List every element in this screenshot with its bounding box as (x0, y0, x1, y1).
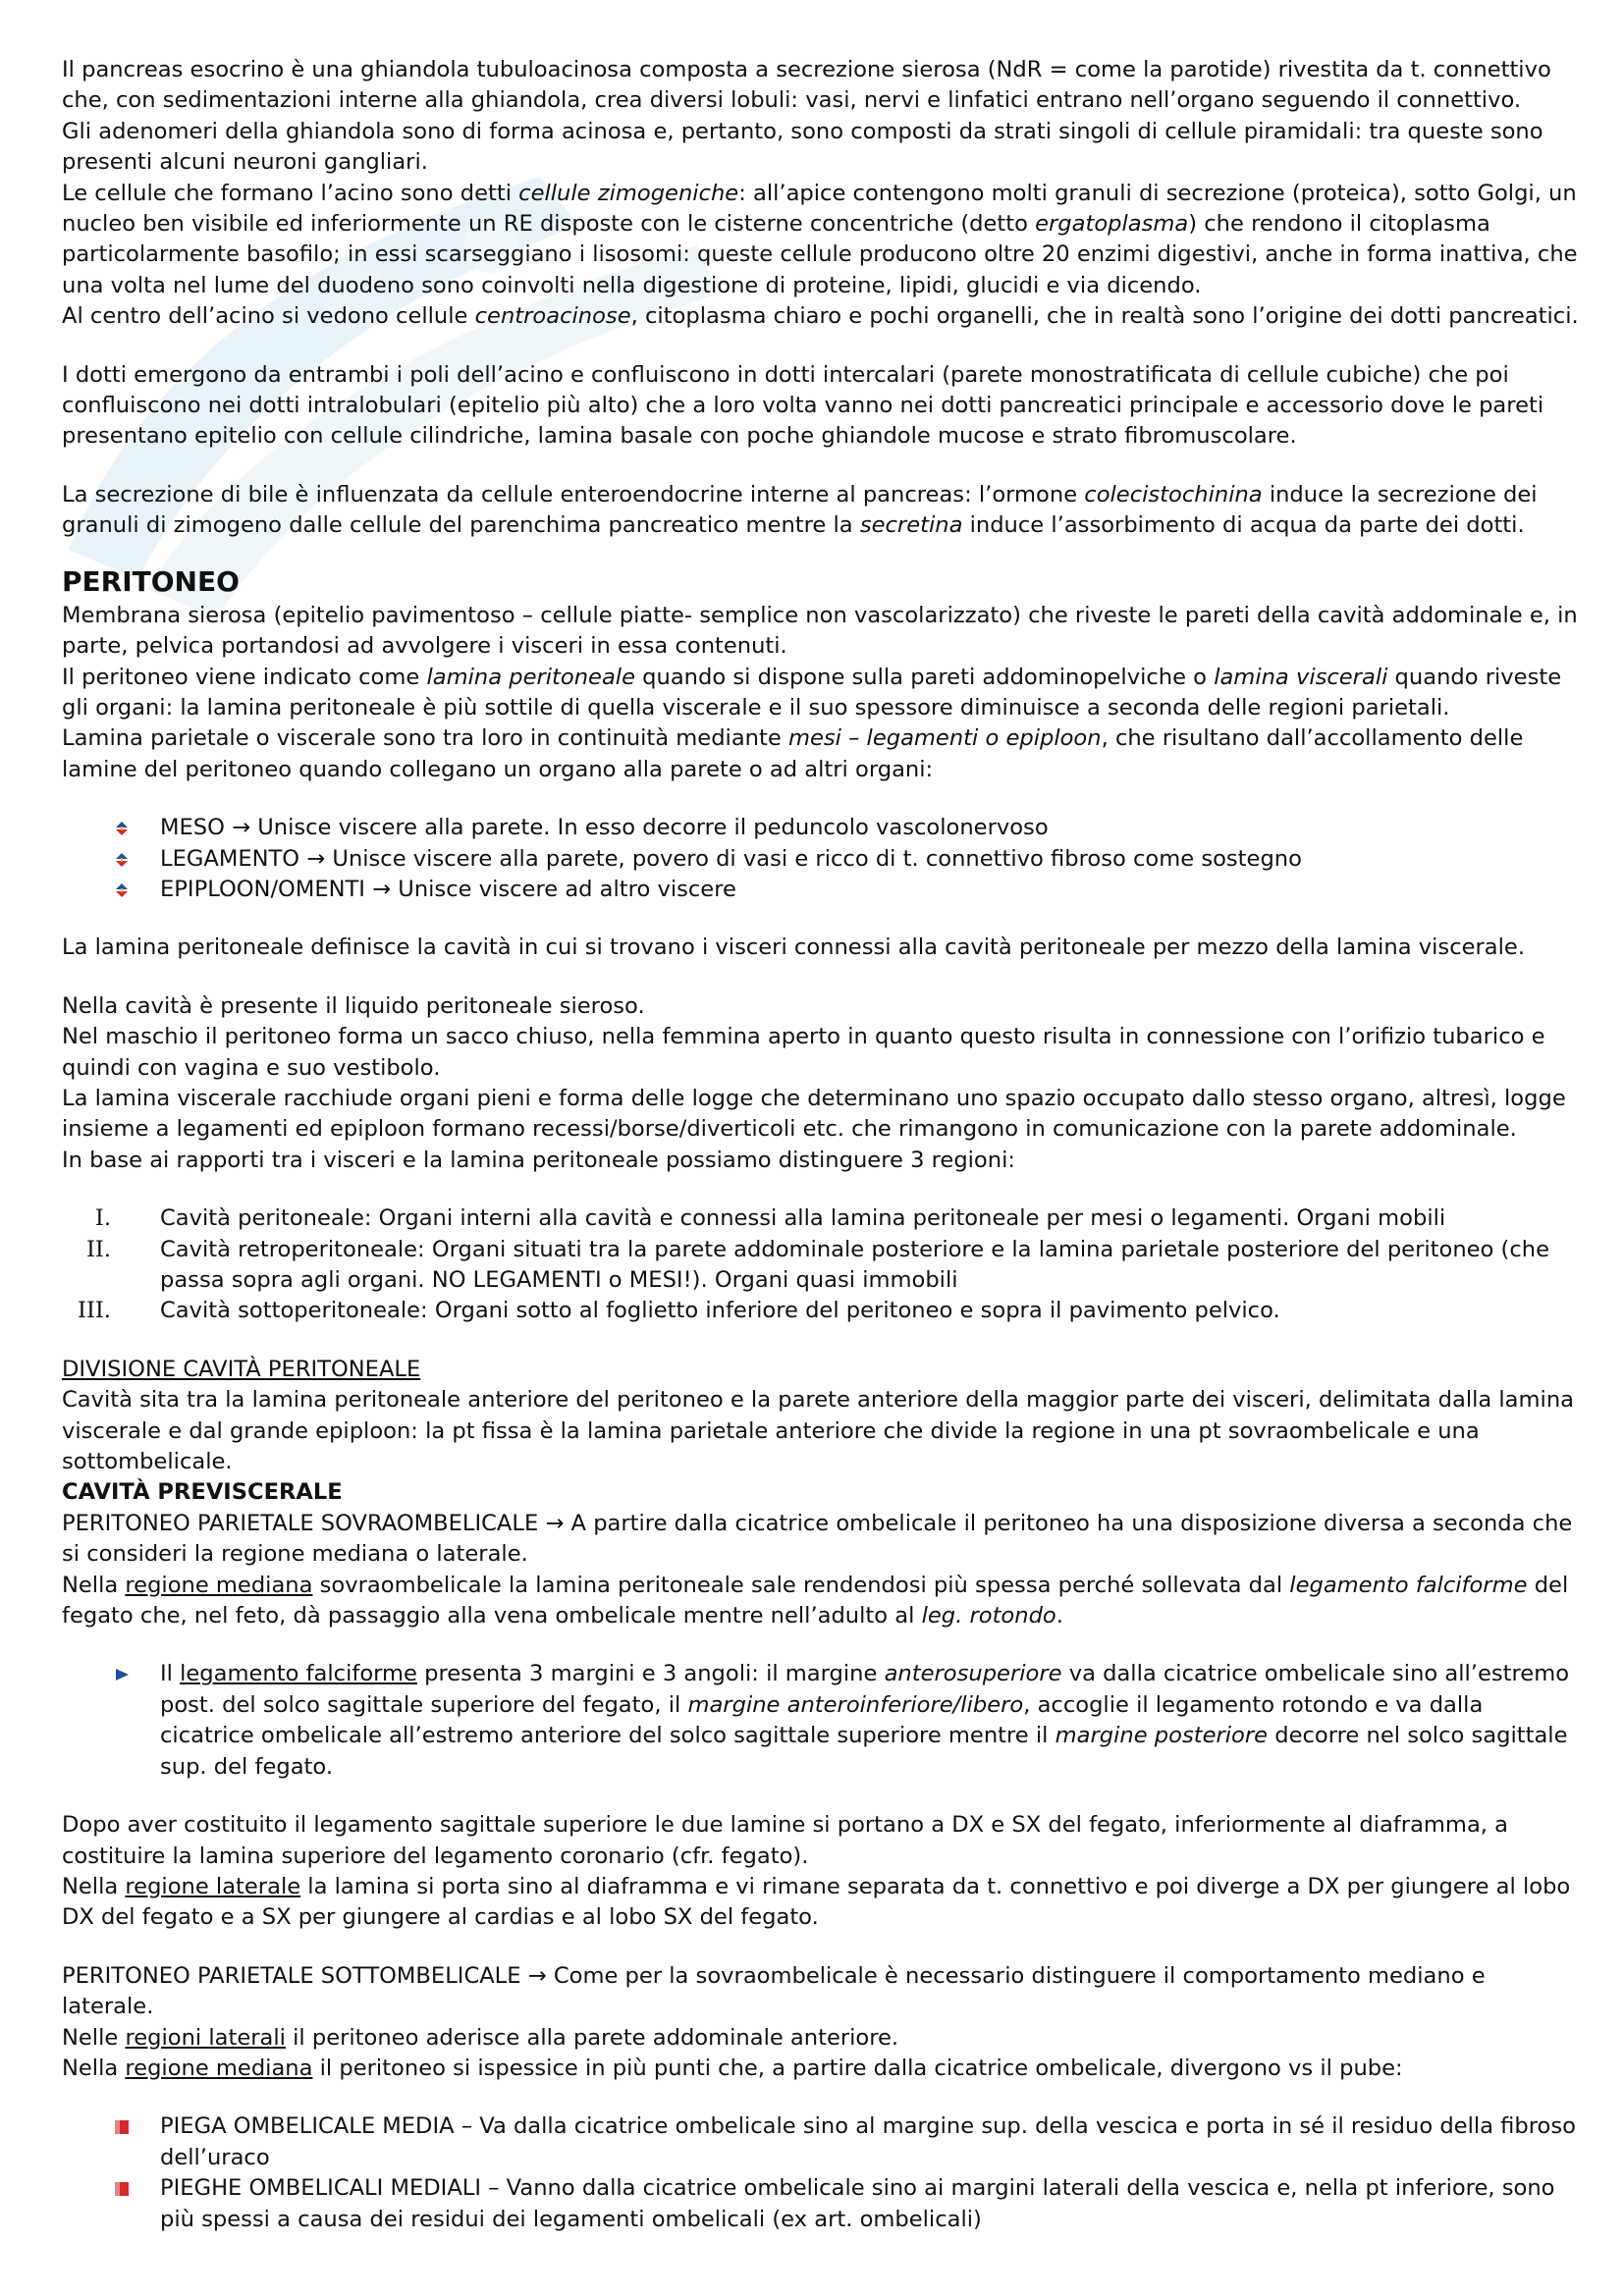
paragraph-mesi: Lamina parietale o viscerale sono tra loro in continuità mediante mesi – legamenti o epiploon, che risultano dall’accollamento delle lamine del peritoneo quando collegano un organo alla parete o ad altri organi: (62, 725, 1524, 782)
list-item: PIEGHE OMBELICALI MEDIALI – Vanno dalla cicatrice ombelicale sino ai margini laterali della vescica e, nella pt inferiore, sono più spessi a causa dei residui dei legamenti ombelicali (ex art. ombelicali) (62, 2173, 1579, 2235)
paragraph-divisione: Cavità sita tra la lamina peritoneale anteriore del peritoneo e la parete anteriore della maggior parte dei visceri, delimitata dalla lamina viscerale e dal grande epiploon: la pt fissa è la lamina parietale anteriore che divide la regione in una pt sovraombelicale e una sottombelicale. (62, 1387, 1574, 1475)
paragraph-membrana-sierosa: Membrana sierosa (epitelio pavimentoso – cellule piatte- semplice non vascolarizzato) che riveste le pareti della cavità addominale e, in parte, pelvica portandosi ad avvolgere i visceri in essa contenuti. (62, 602, 1578, 660)
list-item: II. Cavità retroperitoneale: Organi situati tra la parete addominale posteriore e la lamina parietale posteriore del peritoneo (che passa sopra agli organi. NO LEGAMENTI o MESI!). Organi quasi immobili (85, 1236, 1549, 1293)
arrow-icon: → (372, 876, 392, 902)
paragraph-sottombelicale: PERITONEO PARIETALE SOTTOMBELICALE → Come per la sovraombelicale è necessario distinguere il comportamento mediano e laterale. (62, 1962, 1486, 2020)
list-item: Il legamento falciforme presenta 3 margini e 3 angoli: il margine anterosuperiore va dalla cicatrice ombelicale sino all’estremo post. del solco sagittale superiore del fegato, il margine anteroinferiore/libero, accoglie il legamento rotondo e va dalla cicatrice ombelicale all’estremo anteriore del solco sagittale superiore mentre il margine posteriore decorre nel solco sagittale sup. del fegato. (62, 1659, 1579, 1783)
document-body (62, 55, 1579, 2235)
arrow-icon: → (545, 1510, 565, 1536)
up-down-arrow-icon (113, 821, 131, 836)
paragraph-regioni: In base ai rapporti tra i visceri e la lamina peritoneale possiamo distinguere 3 regioni: (62, 1147, 1015, 1173)
paragraph-maschio-femmina: Nel maschio il peritoneo forma un sacco chiuso, nella femmina aperto in quanto questo risulta in connessione con l’orifizio tubarico e quindi con vagina e suo vestibolo. (62, 1024, 1545, 1081)
list-item: EPIPLOON/OMENTI → Unisce viscere ad altro viscere (62, 875, 1579, 905)
paragraph-regione-mediana-sottombelicale: Nella regione mediana il peritoneo si ispessice in più punti che, a partire dalla cicatrice ombelicale, divergono vs il pube: (62, 2055, 1403, 2081)
paragraph-centroacinose: Al centro dell’acino si vedono cellule centroacinose, citoplasma chiaro e pochi organelli, che in realtà sono l’origine dei dotti pancreatici. (62, 303, 1579, 330)
square-icon (113, 2119, 131, 2135)
paragraph-regione-mediana: Nella regione mediana sovraombelicale la lamina peritoneale sale rendendosi più spessa perché sollevata dal legamento falciforme del fegato che, nel feto, dà passaggio alla vena ombelicale mentre nell’adulto al leg. rotondo. (62, 1572, 1569, 1629)
list-pieghe-ombelicali (62, 2111, 1579, 2235)
list-item: III. Cavità sottoperitoneale: Organi sotto al foglietto inferiore del peritoneo e sopra il pavimento pelvico. (78, 1298, 1280, 1324)
arrow-icon: → (306, 845, 326, 872)
up-down-arrow-icon (113, 882, 131, 898)
list-item: PIEGA OMBELICALE MEDIA – Va dalla cicatrice ombelicale sino al margine sup. della vescica e porta in sé il residuo della fibroso dell’uraco (62, 2111, 1579, 2173)
paragraph-sovraombelicale: PERITONEO PARIETALE SOVRAOMBELICALE → A partire dalla cicatrice ombelicale il peritoneo ha una disposizione diversa a seconda che si consideri la regione mediana o laterale. (62, 1510, 1573, 1568)
arrow-icon: → (527, 1962, 547, 1989)
paragraph-regione-laterale: Nella regione laterale la lamina si porta sino al diaframma e vi rimane separata da t. connettivo e poi diverge a DX per giungere al lobo DX del fegato e a SX per giungere al cardias e al lobo SX del fegato. (62, 1873, 1571, 1931)
paragraph-dotti: I dotti emergono da entrambi i poli dell’acino e confluiscono in dotti intercalari (parete monostratificata di cellule cubiche) che poi confluiscono nei dotti intralobulari (epitelio più alto) che a loro volta vanno nei dotti pancreatici principale e accessorio dove le pareti presentano epitelio con cellule cilindriche, lamina basale con poche ghiandole mucose e strato fibromuscolare. (62, 361, 1544, 450)
list-legamento-falciforme (62, 1659, 1579, 1783)
heading-peritoneo: PERITONEO (62, 564, 240, 598)
paragraph-cellule-zimogeniche: Le cellule che formano l’acino sono detti cellule zimogeniche: all’apice contengono molti granuli di secrezione (proteica), sotto Golgi, un nucleo ben visibile ed inferiormente un RE disposte con le cisterne concentriche (detto ergatoplasma) che rendono il citoplasma particolarmente basofilo; in essi scarseggiano i lisosomi: queste cellule producono oltre 20 enzimi digestivi, anche in forma inattiva, che una volta nel lume del duodeno sono coinvolti nella digestione di proteine, lipidi, glucidi e via dicendo. (62, 180, 1578, 298)
arrow-icon: → (232, 815, 251, 841)
paragraph-secrezione-bile: La secrezione di bile è influenzata da cellule enteroendocrine interne al pancreas: l’ormone colecistochinina induce la secrezione dei granuli di zimogeno dalle cellule del parenchima pancreatico mentre la secretina induce l’assorbimento di acqua da parte dei dotti. (62, 481, 1538, 539)
paragraph-regioni-laterali: Nelle regioni laterali il peritoneo aderisce alla parete addominale anteriore. (62, 2024, 899, 2051)
list-regioni (62, 1203, 1579, 1327)
paragraph-pancreas-intro: Il pancreas esocrino è una ghiandola tubuloacinosa composta a secrezione sierosa (NdR = come la parotide) rivestita da t. connettivo che, con sedimentazioni interne alla ghiandola, crea diversi lobuli: vasi, nervi e linfatici entrano nell’organo seguendo il connettivo. (62, 57, 1551, 114)
paragraph-adenomeri: Gli adenomeri della ghiandola sono di forma acinosa e, pertanto, sono composti da strati singoli di cellule piramidali: tra queste sono presenti alcuni neuroni gangliari. (62, 118, 1543, 176)
list-item: LEGAMENTO → Unisce viscere alla parete, povero di vasi e ricco di t. connettivo fibroso come sostegno (62, 844, 1579, 875)
paragraph-lamina: Il peritoneo viene indicato come lamina peritoneale quando si dispone sulla pareti addominopelviche o lamina viscerali quando riveste gli organi: la lamina peritoneale è più sottile di quella viscerale e il suo spessore diminuisce a seconda delle regioni parietali. (62, 664, 1562, 721)
list-item: MESO → Unisce viscere alla parete. In esso decorre il peduncolo vascolonervoso (62, 813, 1579, 843)
paragraph-liquido: Nella cavità è presente il liquido peritoneale sieroso. (62, 992, 645, 1019)
heading-divisione-cavita: DIVISIONE CAVITÀ PERITONEALE (62, 1356, 421, 1382)
heading-cavita-previscerale: CAVITÀ PREVISCERALE (62, 1479, 343, 1506)
square-icon (113, 2181, 131, 2197)
triangle-icon (113, 1667, 131, 1682)
list-item: I. Cavità peritoneale: Organi interni alla cavità e connessi alla lamina peritoneale per mesi o legamenti. Organi mobili (94, 1205, 1446, 1232)
paragraph-cavita-peritoneale: La lamina peritoneale definisce la cavità in cui si trovano i visceri connessi alla cavità peritoneale per mezzo della lamina viscerale. (62, 934, 1526, 961)
paragraph-legamento-sagittale: Dopo aver costituito il legamento sagittale superiore le due lamine si portano a DX e SX del fegato, inferiormente al diaframma, a costituire la lamina superiore del legamento coronario (cfr. fegato). (62, 1812, 1508, 1869)
list-mesi-legamenti (62, 813, 1579, 905)
paragraph-logge: La lamina viscerale racchiude organi pieni e forma delle logge che determinano uno spazio occupato dallo stesso organo, altresì, logge insieme a legamenti ed epiploon formano recessi/borse/diverticoli etc. che rimangono in comunicazione con la parete addominale. (62, 1085, 1566, 1143)
up-down-arrow-icon (113, 852, 131, 868)
